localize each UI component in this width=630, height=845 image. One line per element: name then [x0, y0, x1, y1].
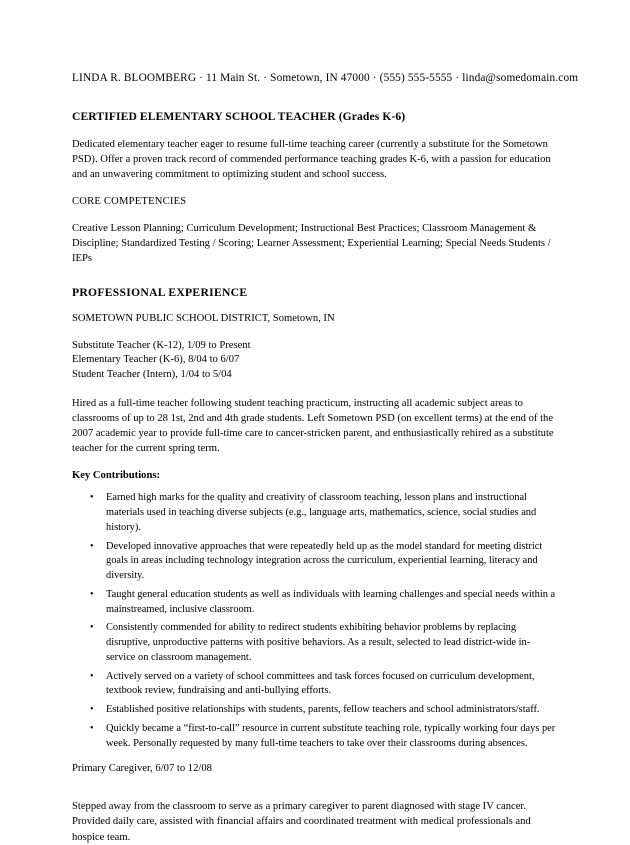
role-line: Substitute Teacher (K-12), 1/09 to Present [72, 340, 251, 352]
contact-line: LINDA R. BLOOMBERG · 11 Main St. · Sometown, IN 47000 · (555) 555-5555 · linda@somedomain.com [72, 72, 579, 84]
list-item: • Consistently commended for ability to redirect students exhibiting behavior problems by replacing disruptive, unproductive patterns with positive behaviors. As a result, selected to lead district-wide in-service on classroom management. [72, 621, 558, 665]
key-contributions-list [72, 491, 558, 751]
resume-headline: CERTIFIED ELEMENTARY SCHOOL TEACHER (Grades K-6) [72, 110, 406, 123]
caregiver-description: Stepped away from the classroom to serve as a primary caregiver to parent diagnosed with stage IV cancer. Provided daily care, assisted with financial affairs and coordinated treatment with medical professionals and hospice team. [72, 801, 531, 843]
list-item: • Taught general education students as well as individuals with learning challenges and special needs within a mainstreamed, inclusive classroom. [72, 588, 558, 618]
core-competencies-text: Creative Lesson Planning; Curriculum Development; Instructional Best Practices; Classroom Management & Discipline; Standardized Testing / Scoring; Learner Assessment; Experiential Learning; Special Needs Students / IEPs [72, 223, 551, 265]
role-line: Student Teacher (Intern), 1/04 to 5/04 [72, 368, 232, 380]
caregiver-role: Primary Caregiver, 6/07 to 12/08 [72, 763, 212, 775]
list-item: • Actively served on a variety of school committees and task forces focused on curriculum development, textbook review, fundraising and anti-bullying efforts. [72, 670, 558, 700]
role-list [72, 339, 558, 382]
list-item: • Quickly became a “first-to-call” resource in current substitute teaching role, typically working four days per week. Personally requested by many full-time teachers to take over their classrooms during absences. [72, 722, 558, 752]
experience-heading: PROFESSIONAL EXPERIENCE [72, 286, 248, 300]
list-item: • Earned high marks for the quality and creativity of classroom teaching, lesson plans and instructional materials used in teaching diverse subjects (e.g., language arts, mathematics, science, social studies and history). [72, 491, 558, 535]
spacer [72, 789, 558, 799]
summary-paragraph: Dedicated elementary teacher eager to resume full-time teaching career (currently a substitute for the Sometown PSD). Offer a proven track record of commended performance teaching grades K-6, with a passion for education and an unwavering commitment to optimizing student and school success. [72, 139, 551, 181]
list-item: • Developed innovative approaches that were repeatedly held up as the model standard for meeting district goals in areas including technology integration across the curriculum, experiential learning, literacy and diversity. [72, 540, 558, 584]
role-line: Elementary Teacher (K-6), 8/04 to 6/07 [72, 354, 240, 366]
role-description: Hired as a full-time teacher following student teaching practicum, instructing all academic subject areas to classrooms of up to 28 1st, 2nd and 4th grade students. Left Sometown PSD (on excellent terms) at the end of the 2007 academic year to provide full-time care to cancer-stricken parent, and enthusiastically rehired as a substitute teacher for the current spring term. [72, 398, 554, 455]
employer-name: SOMETOWN PUBLIC SCHOOL DISTRICT, Sometown, IN [72, 313, 335, 325]
list-item: • Established positive relationships with students, parents, fellow teachers and school administrators/staff. [72, 703, 558, 718]
key-contributions-heading: Key Contributions: [72, 470, 160, 482]
core-competencies-heading: CORE COMPETENCIES [72, 196, 187, 208]
